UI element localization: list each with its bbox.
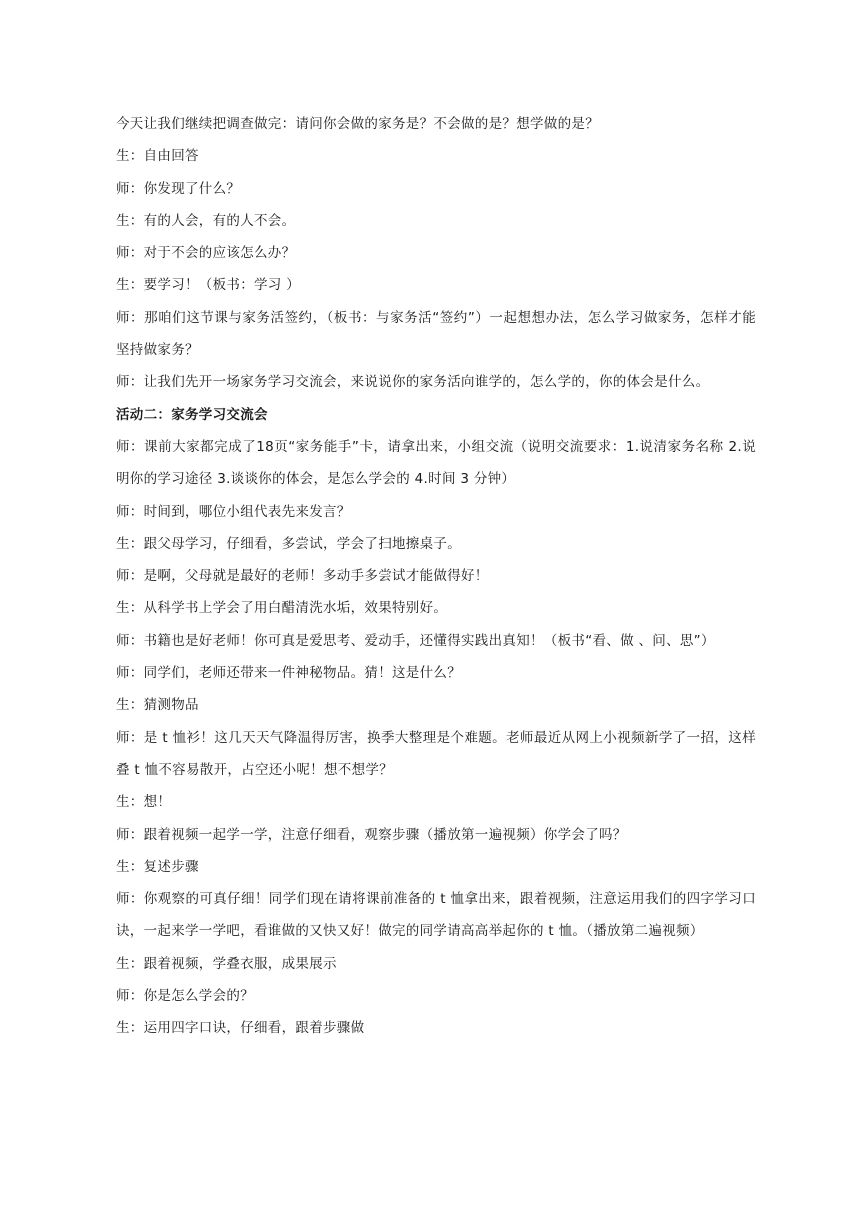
- dialogue-paragraph: 生：复述步骤: [116, 858, 199, 875]
- dialogue-paragraph: 生：跟着视频，学叠衣服，成果展示: [116, 955, 337, 972]
- section-heading: 活动二：家务学习交流会: [116, 406, 268, 423]
- dialogue-paragraph: 师：同学们，老师还带来一件神秘物品。猜！这是什么？: [116, 665, 461, 682]
- dialogue-paragraph: 师：课前大家都完成了18页“家务能手”卡，请拿出来，小组交流（说明交流要求：1.说清家务名称 2.说明你的学习途径 3.谈谈你的体会，是怎么学会的 4.时间 3 分钟）: [116, 438, 756, 488]
- dialogue-paragraph: 生：运用四字口诀，仔细看，跟着步骤做: [116, 1020, 365, 1037]
- dialogue-paragraph: 生：想！: [116, 794, 172, 811]
- dialogue-paragraph: 师：跟着视频一起学一学，注意仔细看，观察步骤（播放第一遍视频）你学会了吗？: [116, 826, 627, 843]
- dialogue-paragraph: 生：自由回答: [116, 148, 199, 165]
- document-body: [116, 108, 756, 1045]
- dialogue-paragraph: 师：你观察的可真仔细！同学们现在请将课前准备的 t 恤拿出来，跟着视频，注意运用我们的四字学习口诀，一起来学一学吧，看谁做的又快又好！做完的同学请高高举起你的 t 恤。（播放第二遍视频）: [116, 891, 756, 940]
- dialogue-paragraph: 师：你是怎么学会的？: [116, 988, 254, 1005]
- dialogue-paragraph: 生：从科学书上学会了用白醋清洗水垢，效果特别好。: [116, 600, 448, 617]
- dialogue-paragraph: 生：猜测物品: [116, 697, 199, 714]
- dialogue-paragraph: 师：你发现了什么？: [116, 180, 241, 197]
- dialogue-paragraph: 师：是 t 恤衫！这几天天气降温得厉害，换季大整理是个难题。老师最近从网上小视频新学了一招，这样叠 t 恤不容易散开，占空还小呢！想不想学？: [116, 729, 756, 778]
- dialogue-paragraph: 师：时间到，哪位小组代表先来发言？: [116, 503, 351, 520]
- dialogue-paragraph: 师：对于不会的应该怎么办？: [116, 245, 296, 262]
- dialogue-paragraph: 师：让我们先开一场家务学习交流会，来说说你的家务活向谁学的，怎么学的，你的体会是什么。: [116, 374, 710, 391]
- dialogue-paragraph: 今天让我们继续把调查做完：请问你会做的家务是？不会做的是？想学做的是？: [116, 116, 599, 132]
- dialogue-paragraph: 师：那咱们这节课与家务活签约，（板书：与家务活“签约”）一起想想办法，怎么学习做家务，怎样才能坚持做家务？: [116, 309, 756, 359]
- dialogue-paragraph: 生：有的人会，有的人不会。: [116, 212, 296, 229]
- dialogue-paragraph: 生：要学习！（板书：学习 ）: [116, 277, 300, 294]
- dialogue-paragraph: 师：是啊，父母就是最好的老师！多动手多尝试才能做得好！: [116, 568, 489, 585]
- dialogue-paragraph: 师：书籍也是好老师！你可真是爱思考、爱动手，还懂得实践出真知！（板书“看、做 、问、思”）: [116, 632, 715, 649]
- dialogue-paragraph: 生：跟父母学习，仔细看，多尝试，学会了扫地擦桌子。: [116, 535, 461, 552]
